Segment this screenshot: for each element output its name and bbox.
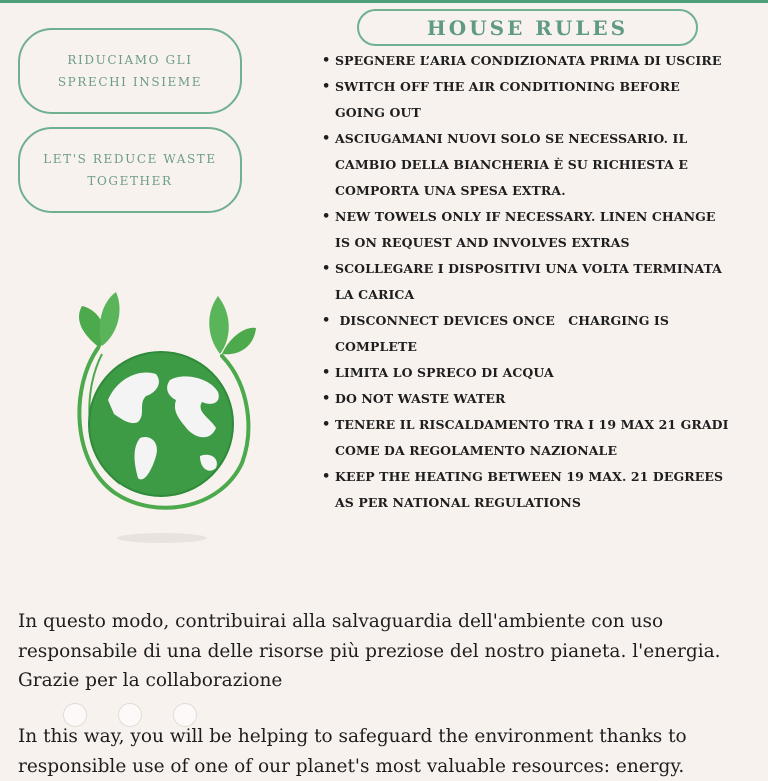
- paragraph-line: Grazie per la collaborazione: [18, 666, 758, 696]
- page-title: HOUSE RULES: [427, 16, 628, 40]
- top-accent-line: [0, 0, 768, 3]
- rule-item: [318, 412, 758, 464]
- rule-line: NEW TOWELS ONLY IF NECESSARY. LINEN CHANGE: [335, 209, 716, 224]
- rule-item: [318, 204, 758, 256]
- rule-line: LA CARICA: [335, 287, 414, 302]
- rule-item: [318, 256, 758, 308]
- rule-line: KEEP THE HEATING BETWEEN 19 MAX. 21 DEGREES: [335, 469, 723, 484]
- rule-item: [318, 386, 758, 412]
- rule-line: SCOLLEGARE I DISPOSITIVI UNA VOLTA TERMINATA: [335, 261, 722, 276]
- house-rules-list: [318, 48, 758, 516]
- paragraph-line: In this way, you will be helping to safeguard the environment thanks to: [18, 722, 758, 752]
- rule-item: [318, 308, 758, 360]
- english-closing-paragraph: [18, 722, 758, 781]
- paragraph-line: responsabile di una delle risorse più preziose del nostro pianeta. l'energia.: [18, 637, 758, 667]
- reduce-waste-italian-badge: [18, 28, 242, 114]
- paragraph-line: In questo modo, contribuirai alla salvaguardia dell'ambiente con uso: [18, 607, 758, 637]
- rule-line: LIMITA LO SPRECO DI ACQUA: [335, 365, 554, 380]
- rule-line: ASCIUGAMANI NUOVI SOLO SE NECESSARIO. IL: [335, 131, 687, 146]
- badge-line: RIDUCIAMO GLI: [67, 49, 192, 71]
- rule-line: IS ON REQUEST AND INVOLVES EXTRAS: [335, 235, 630, 250]
- rule-item: [318, 464, 758, 516]
- rule-line: CAMBIO DELLA BIANCHERIA È SU RICHIESTA E: [335, 157, 688, 172]
- rule-line: DO NOT WASTE WATER: [335, 391, 505, 406]
- rule-item: [318, 48, 758, 74]
- house-rules-title: [357, 9, 698, 46]
- rule-line: COME DA REGOLAMENTO NAZIONALE: [335, 443, 617, 458]
- rule-line: GOING OUT: [335, 105, 421, 120]
- rule-line: COMPORTA UNA SPESA EXTRA.: [335, 183, 566, 198]
- paragraph-line: responsible use of one of our planet's most valuable resources: energy.: [18, 752, 758, 781]
- badge-line: SPRECHI INSIEME: [58, 71, 202, 93]
- rule-item: [318, 360, 758, 386]
- rule-line: SWITCH OFF THE AIR CONDITIONING BEFORE: [335, 79, 680, 94]
- reduce-waste-english-badge: [18, 127, 242, 213]
- earth-with-leaves-icon: [60, 288, 260, 552]
- badge-line: LET'S REDUCE WASTE: [43, 148, 217, 170]
- rule-line: SPEGNERE L’ARIA CONDIZIONATA PRIMA DI USCIRE: [335, 53, 722, 68]
- rule-line: DISCONNECT DEVICES ONCE CHARGING IS: [335, 313, 669, 328]
- rule-line: AS PER NATIONAL REGULATIONS: [335, 495, 581, 510]
- rule-line: COMPLETE: [335, 339, 417, 354]
- rule-item: [318, 74, 758, 126]
- badge-line: TOGETHER: [87, 170, 172, 192]
- italian-closing-paragraph: [18, 607, 758, 696]
- rule-item: [318, 126, 758, 204]
- rule-line: TENERE IL RISCALDAMENTO TRA I 19 MAX 21 GRADI: [335, 417, 729, 432]
